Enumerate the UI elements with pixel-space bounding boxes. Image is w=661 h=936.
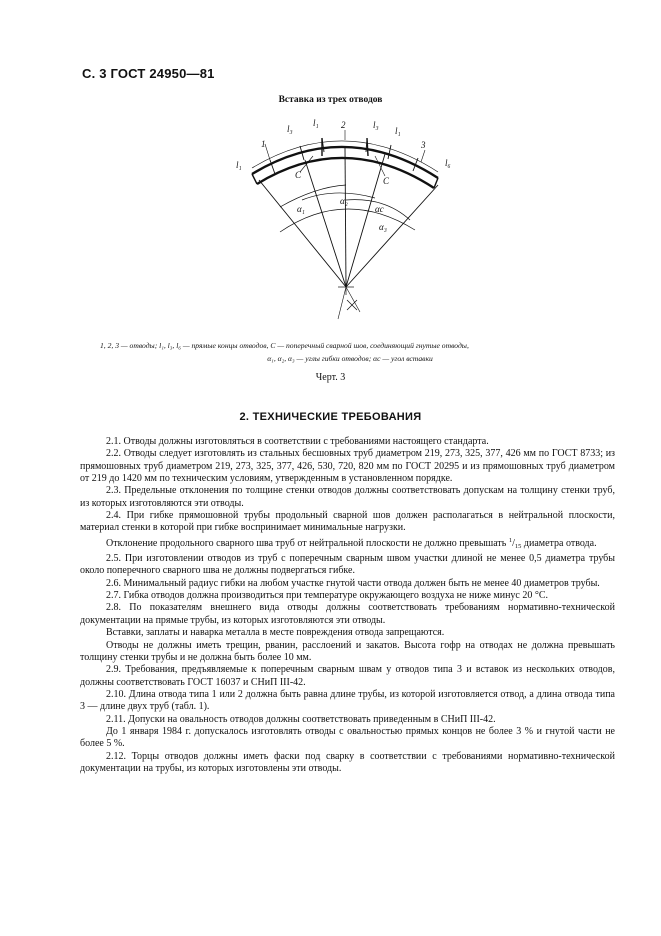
axis-line [338, 287, 346, 319]
paragraph-2-8b: Вставки, заплаты и наварка металла в месте повреждения отвода запрещаются. [106, 627, 445, 639]
label-3: 3 [421, 140, 426, 150]
pipe-insert-drawing [225, 112, 455, 330]
paragraph-2-9: 2.9. Требования, предъявляемые к поперечным сварным швам у отводов типа 3 и вставок из нескольких отводов, должны соответствовать ГОСТ 16037 и СНиП III-42. [80, 664, 615, 688]
label-l3-right: l₃ [373, 120, 379, 130]
paragraph-2-6: 2.6. Минимальный радиус гибки на любом участке гнутой части отвода должен быть не менее 40 диаметров трубы. [106, 577, 600, 589]
fraction-numerator: 1 [508, 536, 513, 544]
label-l3-left: l₃ [287, 124, 293, 134]
pipe-end [434, 178, 438, 188]
paragraph-2-5: 2.5. При изготовлении отводов из труб с поперечным сварным швом участки длиной не менее 0,5 диаметра трубы около поперечного сварного шва не должны подвергаться гибке. [80, 553, 615, 577]
label-l1-left: l₁ [236, 160, 242, 170]
label-l6: l₆ [445, 158, 451, 168]
paragraph-2-8c: Отводы не должны иметь трещин, рванин, расслоений и закатов. Высота гофр на отводах не должна превышать толщину стенки трубы и не должна быть более 10 мм. [80, 639, 615, 663]
paragraph-2-12: 2.12. Торцы отводов должны иметь фаски под сварку в соответствии с требованиями нормативно-технической документации на трубы, из которых изготовлены эти отводы. [80, 750, 615, 774]
page-header: С. 3 ГОСТ 24950—81 [82, 66, 215, 81]
paragraph-2-3: 2.3. Предельные отклонения по толщине стенки отводов должны соответствовать допускам на толщину стенки труб, из которых изготовляются эти отводы. [80, 485, 615, 509]
body-text [80, 436, 615, 775]
label-alpha2: α₂ [340, 196, 348, 206]
weld-mark [367, 138, 368, 156]
figure-title: Вставка из трех отводов [278, 95, 383, 105]
radial-line [346, 154, 385, 287]
angle-arc [302, 193, 375, 200]
angle-arc [280, 185, 346, 207]
label-alpha3: α₃ [379, 222, 387, 232]
caption-line-1: 1, 2, 3 — отводы; l₁, l₃, l₆ — прямые концы отводов, C — поперечный сварной шов, соединяющий гнутые отводы, [100, 341, 469, 350]
paragraph-2-11b: До 1 января 1984 г. допускалось изготовлять отводы с овальностью прямых концов не более 3 % и гнутой части не более 5 %. [80, 725, 615, 750]
radial-line [305, 160, 346, 287]
label-l1-right: l₁ [395, 126, 401, 136]
axis-line [346, 287, 360, 312]
caption-line-2: α₁, α₂, α₃ — углы гибки отводов; αc — угол вставки [267, 354, 433, 363]
paragraph-2-7: 2.7. Гибка отводов должна производиться при температуре окружающего воздуха не ниже минус 20 °С. [106, 590, 549, 602]
paragraph-2-8: 2.8. По показателям внешнего вида отводы должны соответствовать требованиям нормативно-технической документации на прямые трубы, из которых изготовляются эти отводы. [80, 602, 615, 626]
paragraph-2-4b-end: диаметра отвода. [523, 537, 597, 549]
figure-number: Черт. 3 [315, 372, 346, 383]
figure-caption [100, 339, 600, 365]
radial-line [345, 148, 346, 287]
label-c-right: C [383, 176, 390, 186]
paragraph-2-4b: Отклонение продольного сварного шва труб от нейтральной плоскости не должно превышать $^1/_{15}$ диаметра отвода. [106, 536, 597, 550]
label-alpha1: α₁ [297, 204, 305, 214]
paragraph-2-4: 2.4. При гибке прямошовной трубы продольный сварной шов должен располагаться в нейтральной плоскости, материал стенки в которой при гибке воспринимает минимальные нагрузки. [80, 510, 615, 534]
fraction-denominator: 15 [514, 542, 522, 550]
paragraph-2-1: 2.1. Отводы должны изготовляться в соответствии с требованиями настоящего стандарта. [106, 436, 489, 447]
radial-line [346, 185, 438, 287]
segment-tick [388, 145, 391, 159]
label-l1-top: l₁ [313, 118, 319, 128]
pipe-end [252, 174, 257, 184]
label-1: 1 [261, 139, 266, 149]
leader-line [265, 144, 270, 160]
paragraph-2-10: 2.10. Длина отвода типа 1 или 2 должна быть равна длине трубы, из которой изготовляется отвод, а длина отвода типа 3 — длине двух труб (табл. 1). [80, 688, 615, 713]
paragraph-2-4b-text: Отклонение продольного сварного шва труб от нейтральной плоскости не должно превышать [106, 537, 507, 549]
paragraph-2-2: 2.2. Отводы следует изготовлять из стальных бесшовных труб диаметром 219, 273, 325, 377, 426 мм по ГОСТ 8733; из прямошовных труб диаметром 219, 273, 325, 377, 426, 530, 720, 820 мм по ГОСТ 20295 и из прямошовных труб диаметром от 219 до 1420 мм по техническим условиям, утвержденным в установленном порядке. [80, 448, 615, 485]
paragraph-2-11: 2.11. Допуски на овальность отводов должны соответствовать приведенным в СНиП III-42. [106, 713, 496, 725]
section-title: 2. ТЕХНИЧЕСКИЕ ТРЕБОВАНИЯ [239, 411, 422, 423]
label-alpha-c: αc [375, 204, 384, 214]
label-c-left: C [295, 170, 302, 180]
leader-line [421, 150, 425, 162]
label-2: 2 [341, 120, 346, 130]
